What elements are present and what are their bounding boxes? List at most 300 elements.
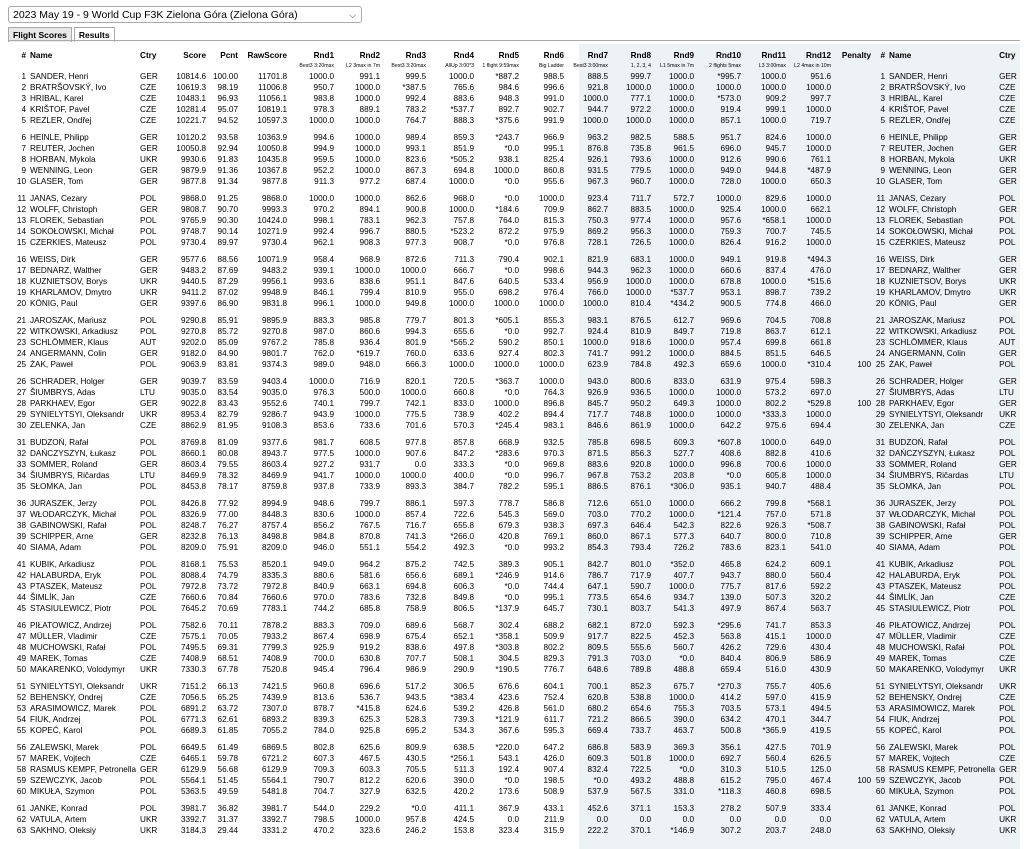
round-score-cell: *383.4 bbox=[450, 692, 475, 702]
pilot-name[interactable]: KOPEĆ, Karol bbox=[30, 726, 83, 736]
pilot-name[interactable]: BRATRŠOVSKÝ, Ivo bbox=[30, 83, 107, 93]
round-score-cell: 999.5 bbox=[405, 72, 427, 81]
pilot-name[interactable]: VATULA, Artem bbox=[30, 814, 87, 824]
pilot-name[interactable]: BUDZOŃ, Rafał bbox=[30, 437, 89, 447]
round-score-cell: 919.2 bbox=[359, 642, 381, 652]
rank-cell: 44 bbox=[16, 593, 26, 603]
round-score-cell: 597.3 bbox=[453, 498, 475, 508]
round-score-cell: 696.0 bbox=[720, 144, 742, 154]
pilot-name[interactable]: ARASIMOWICZ, Marek bbox=[889, 703, 976, 713]
score-cell: 7330.3 bbox=[180, 665, 207, 675]
pilot-name[interactable]: KUZNIETSOV, Borys bbox=[30, 277, 108, 287]
round-score-cell: *121.4 bbox=[717, 509, 742, 519]
round-score-cell: 784.0 bbox=[313, 726, 335, 736]
round-score-cell: 1000.0 bbox=[668, 227, 695, 237]
round-score-cell: 626.5 bbox=[810, 753, 832, 763]
pilot-name[interactable]: PTASZEK, Mateusz bbox=[889, 581, 962, 591]
round-score-cell: 779.7 bbox=[405, 315, 427, 325]
column-header[interactable]: Penalty bbox=[841, 51, 872, 61]
round-score-cell: 870.8 bbox=[359, 532, 381, 542]
pilot-name[interactable]: SCHRADER, Holger bbox=[889, 376, 964, 386]
pilot-name[interactable]: JAROSZAK, Mariusz bbox=[889, 315, 966, 325]
rank-cell-repeat: 24 bbox=[875, 349, 886, 359]
raw-score-cell: 8335.3 bbox=[261, 570, 288, 580]
round-score-cell: 607.3 bbox=[313, 753, 335, 763]
pilot-name[interactable]: ŠIUMBRYS, Adas bbox=[889, 387, 955, 397]
round-score-cell: 872.0 bbox=[630, 620, 652, 630]
pilot-name[interactable]: SOKOŁOWSKI, Michał bbox=[30, 227, 114, 237]
pilot-name[interactable]: SZEWCZYK, Jacob bbox=[889, 775, 961, 785]
round-score-cell: 1000.0 bbox=[668, 338, 695, 348]
pilot-name[interactable]: PIŁATOWICZ, Andrzej bbox=[30, 620, 112, 630]
pilot-name[interactable]: ZELENKA, Jan bbox=[889, 421, 945, 431]
country-cell: POL bbox=[140, 714, 157, 724]
score-cell: 9411.2 bbox=[181, 288, 207, 298]
round-score-cell: 883.6 bbox=[453, 94, 475, 104]
pilot-name[interactable]: ŠIUMBRYS, Ričardas bbox=[889, 471, 969, 481]
pilot-name[interactable]: KHARLAMOV, Dmytro bbox=[30, 288, 112, 298]
column-header[interactable]: # bbox=[880, 51, 886, 61]
rank-cell: 34 bbox=[16, 471, 26, 481]
pilot-name[interactable]: HRIBAL, Karel bbox=[30, 94, 84, 104]
round-score-cell: 1000.0 bbox=[308, 193, 335, 203]
pilot-name[interactable]: STASIULEWICZ, Piotr bbox=[889, 604, 971, 614]
pilot-name[interactable]: KOPEĆ, Karol bbox=[889, 726, 942, 736]
pilot-name[interactable]: ŻAK, Paweł bbox=[889, 360, 932, 370]
rank-cell: 47 bbox=[16, 631, 26, 641]
round-score-cell: 949.8 bbox=[405, 299, 427, 309]
column-header[interactable]: # bbox=[21, 51, 26, 61]
round-score-cell: 420.2 bbox=[453, 787, 475, 797]
raw-score-cell: 10363.9 bbox=[257, 132, 288, 142]
pilot-name[interactable]: CZERKIES, Mateusz bbox=[889, 238, 966, 248]
score-cell: 7408.9 bbox=[180, 654, 207, 663]
pilot-name[interactable]: KUBIK, Arkadiusz bbox=[30, 559, 95, 569]
pilot-name[interactable]: MAKARENKO, Volodymyr bbox=[889, 665, 985, 675]
pilot-name[interactable]: HEINLE, Philipp bbox=[889, 132, 948, 142]
pilot-name[interactable]: SCHIPPER, Arne bbox=[30, 532, 94, 542]
column-header[interactable]: Ctry bbox=[999, 51, 1016, 61]
round-score-cell: 139.0 bbox=[720, 593, 742, 603]
pilot-name[interactable]: HALABURDA, Eryk bbox=[889, 570, 961, 580]
round-score-cell: 656.6 bbox=[405, 570, 427, 580]
pilot-name[interactable]: MÜLLER, Vladimir bbox=[889, 631, 957, 641]
pilot-name[interactable]: GABINOWSKI, Rafał bbox=[30, 520, 107, 530]
pilot-name[interactable]: WEISS, Dirk bbox=[889, 254, 935, 264]
round-score-cell: 315.9 bbox=[543, 825, 565, 835]
round-score-cell: 892.7 bbox=[498, 105, 520, 115]
round-score-cell: 857.1 bbox=[720, 116, 742, 126]
column-header[interactable]: Rnd4 bbox=[453, 51, 475, 61]
round-score-cell: 153.3 bbox=[673, 803, 695, 813]
pilot-name[interactable]: BEDNARZ, Walther bbox=[30, 266, 102, 275]
round-score-cell: 1000.0 bbox=[805, 144, 832, 154]
pilot-name[interactable]: MIKUŁA, Szymon bbox=[889, 787, 954, 797]
table-row bbox=[14, 115, 1019, 126]
round-score-cell: 1000.0 bbox=[668, 387, 695, 397]
round-score-cell: 634.2 bbox=[720, 714, 742, 724]
percent-cell: 49.59 bbox=[217, 787, 239, 797]
pilot-name[interactable]: FLOREK, Sebastian bbox=[30, 216, 104, 226]
pilot-name[interactable]: SYNIELYTSYI, Oleksandr bbox=[889, 410, 984, 420]
round-score-cell: 1000.0 bbox=[668, 581, 695, 591]
pilot-name[interactable]: BEHENSKY, Ondrej bbox=[30, 692, 103, 702]
pilot-name[interactable]: KUBIK, Arkadiusz bbox=[889, 559, 954, 569]
round-score-cell: 978.3 bbox=[313, 105, 335, 115]
country-cell: POL bbox=[140, 775, 157, 785]
pilot-name[interactable]: KÖNIG, Paul bbox=[30, 299, 78, 309]
pilot-name[interactable]: WENNING, Leon bbox=[30, 166, 93, 176]
pilot-name[interactable]: MIKUŁA, Szymon bbox=[30, 787, 95, 797]
pilot-name[interactable]: JURASZEK, Jerzy bbox=[30, 498, 97, 508]
rank-cell: 61 bbox=[16, 803, 26, 813]
penalty-cell bbox=[833, 420, 873, 431]
tab-results[interactable]: Results bbox=[74, 27, 115, 42]
pilot-name[interactable]: MUCHOWSKI, Rafał bbox=[30, 642, 106, 652]
round-score-cell: *415.8 bbox=[356, 703, 381, 713]
pilot-name[interactable]: SCHLÖMMER, Klaus bbox=[889, 338, 968, 348]
pilot-name[interactable]: JANAS, Cezary bbox=[889, 193, 946, 203]
pilot-name[interactable]: WŁODARCZYK, Michał bbox=[30, 509, 116, 519]
pilot-name[interactable]: SANDER, Henri bbox=[889, 72, 948, 81]
round-score-cell: *375.6 bbox=[495, 116, 520, 126]
column-header[interactable]: Rnd11 bbox=[761, 51, 787, 61]
pilot-name[interactable]: FIUK, Andrzej bbox=[889, 714, 940, 724]
raw-score-cell: 7783.1 bbox=[261, 604, 288, 614]
round-score-cell: 581.6 bbox=[359, 570, 381, 580]
pilot-name[interactable]: BRATRŠOVSKÝ, Ivo bbox=[889, 83, 966, 93]
pilot-name[interactable]: RASMUS KEMPF, Petronella bbox=[30, 764, 137, 774]
pilot-name[interactable]: SŁOMKA, Jan bbox=[30, 482, 82, 492]
pilot-name[interactable]: SYNIELYTSYI, Oleksandr bbox=[30, 410, 125, 420]
round-score-cell: 659.4 bbox=[720, 665, 742, 675]
percent-cell: 87.29 bbox=[217, 277, 239, 287]
rank-cell: 52 bbox=[16, 692, 26, 702]
pilot-name[interactable]: HEINLE, Philipp bbox=[30, 132, 89, 142]
penalty-cell bbox=[833, 603, 873, 614]
penalty-cell bbox=[833, 764, 873, 775]
pilot-name[interactable]: CZERKIES, Mateusz bbox=[30, 238, 107, 248]
pilot-name[interactable]: RASMUS KEMPF, Petronella bbox=[889, 764, 996, 774]
column-header[interactable]: Rnd7 bbox=[587, 51, 609, 61]
country-cell: LTU bbox=[140, 471, 155, 481]
country-cell: CZE bbox=[140, 116, 157, 126]
pilot-name[interactable]: HORBAN, Mykola bbox=[889, 155, 955, 165]
pilot-name[interactable]: SCHIPPER, Arne bbox=[889, 532, 953, 542]
round-score-cell: 598.3 bbox=[810, 376, 832, 386]
pilot-name[interactable]: FLOREK, Sebastian bbox=[889, 216, 963, 226]
round-score-cell: 867.1 bbox=[630, 532, 652, 542]
round-score-cell: 806.9 bbox=[765, 654, 787, 663]
column-header[interactable]: Rnd12 bbox=[806, 51, 832, 61]
pilot-name[interactable]: KRIŠTOF, Pavel bbox=[30, 105, 90, 115]
pilot-name[interactable]: SIAMA, Adam bbox=[889, 543, 940, 553]
column-header[interactable]: Rnd5 bbox=[498, 51, 520, 61]
pilot-name[interactable]: HRIBAL, Karel bbox=[889, 94, 943, 104]
pilot-name[interactable]: SAKHNO, Oleksiy bbox=[889, 825, 955, 835]
score-cell: 8426.8 bbox=[180, 498, 207, 508]
score-cell: 8088.4 bbox=[180, 570, 207, 580]
pilot-name[interactable]: SCHLÖMMER, Klaus bbox=[30, 338, 109, 348]
round-score-cell: 543.1 bbox=[498, 753, 520, 763]
pilot-name[interactable]: SOMMER, Roland bbox=[889, 460, 957, 469]
pilot-name[interactable]: WOLFF, Christoph bbox=[889, 205, 957, 215]
pilot-name[interactable]: DAŃCZYSZYN, Łukasz bbox=[889, 448, 976, 458]
round-score-cell: 764.0 bbox=[498, 216, 520, 226]
score-cell: 8326.9 bbox=[180, 509, 207, 519]
penalty-cell bbox=[833, 132, 873, 143]
table-row bbox=[14, 104, 1019, 115]
pilot-name[interactable]: SAKHNO, Oleksiy bbox=[30, 825, 96, 835]
round-score-cell: *0.0 bbox=[504, 177, 520, 187]
round-score-cell: 452.6 bbox=[587, 803, 609, 813]
percent-cell: 90.70 bbox=[217, 205, 239, 215]
column-header[interactable]: Score bbox=[183, 51, 207, 61]
round-score-cell: 950.2 bbox=[630, 399, 652, 409]
round-score-cell: 943.7 bbox=[720, 570, 742, 580]
pilot-name[interactable]: SANDER, Henri bbox=[30, 72, 89, 81]
round-score-cell: 501.8 bbox=[630, 753, 652, 763]
pilot-name[interactable]: ŠIUMBRYS, Adas bbox=[30, 387, 96, 397]
pilot-name[interactable]: KUZNIETSOV, Borys bbox=[889, 277, 967, 287]
pilot-name[interactable]: WOLFF, Christoph bbox=[30, 205, 98, 215]
pilot-name[interactable]: WENNING, Leon bbox=[889, 166, 952, 176]
round-score-cell: 1000.0 bbox=[354, 132, 381, 142]
pilot-name[interactable]: WEISS, Dirk bbox=[30, 254, 76, 264]
country-cell: POL bbox=[140, 315, 157, 325]
country-cell-repeat: POL bbox=[999, 520, 1016, 530]
penalty-cell bbox=[833, 143, 873, 154]
raw-score-cell: 9483.2 bbox=[261, 266, 288, 275]
round-score-cell: 802.2 bbox=[543, 642, 565, 652]
event-select[interactable] bbox=[8, 6, 362, 23]
round-score-cell: 538.8 bbox=[630, 692, 652, 702]
round-score-cell: 500.8 bbox=[720, 726, 742, 736]
score-cell: 8248.7 bbox=[180, 520, 207, 530]
table-row bbox=[14, 581, 1019, 592]
column-header[interactable]: Pcnt bbox=[220, 51, 239, 61]
pilot-name[interactable]: BEHENSKY, Ondrej bbox=[889, 692, 962, 702]
pilot-name[interactable]: ZELENKA, Jan bbox=[30, 421, 86, 431]
pilot-name[interactable]: MAREK, Tomas bbox=[889, 654, 947, 663]
round-score-cell: 467.5 bbox=[359, 753, 381, 763]
country-cell-repeat: CZE bbox=[999, 83, 1016, 93]
round-score-cell: *333.3 bbox=[762, 410, 787, 420]
round-score-cell: 534.3 bbox=[453, 726, 475, 736]
column-header[interactable]: Rnd6 bbox=[543, 51, 565, 61]
column-header[interactable]: Rnd1 bbox=[313, 51, 335, 61]
score-cell: 5363.5 bbox=[180, 787, 207, 797]
pilot-name[interactable]: JANKE, Konrad bbox=[30, 803, 88, 813]
percent-cell: 51.45 bbox=[217, 775, 239, 785]
round-score-cell: 711.7 bbox=[631, 193, 652, 203]
rank-cell-repeat: 26 bbox=[875, 376, 886, 386]
country-cell-repeat: POL bbox=[999, 714, 1016, 724]
round-score-cell: 694.4 bbox=[810, 421, 832, 431]
pilot-name[interactable]: PIŁATOWICZ, Andrzej bbox=[889, 620, 971, 630]
pilot-name[interactable]: ANGERMANN, Colin bbox=[889, 349, 966, 359]
pilot-name[interactable]: MAREK, Vojtech bbox=[30, 753, 91, 763]
pilot-name[interactable]: HORBAN, Mykola bbox=[30, 155, 96, 165]
table-row bbox=[14, 265, 1019, 276]
pilot-name[interactable]: ŠIUMBRYS, Ričardas bbox=[30, 471, 110, 481]
pilot-name[interactable]: MAREK, Tomas bbox=[30, 654, 88, 663]
column-header[interactable]: Name bbox=[889, 51, 912, 61]
round-score-cell: 983.8 bbox=[313, 94, 335, 104]
percent-cell: 77.00 bbox=[217, 509, 239, 519]
column-header[interactable]: Rnd2 bbox=[359, 51, 381, 61]
tab-flight-scores[interactable]: Flight Scores bbox=[8, 27, 72, 42]
pilot-name[interactable]: KHARLAMOV, Dmytro bbox=[889, 288, 971, 298]
round-task-empty bbox=[168, 62, 208, 71]
pilot-name[interactable]: REZLER, Ondřej bbox=[889, 116, 951, 126]
round-score-cell: 703.0 bbox=[630, 654, 652, 663]
country-cell-repeat: POL bbox=[999, 498, 1016, 508]
round-score-cell: 588.5 bbox=[673, 132, 695, 142]
pilot-name[interactable]: ANGERMANN, Colin bbox=[30, 349, 107, 359]
pilot-name[interactable]: SYNIELYTSYI, Oleksandr bbox=[889, 681, 984, 691]
round-score-cell: 810.9 bbox=[405, 288, 427, 298]
pilot-name[interactable]: ZALEWSKI, Marek bbox=[889, 742, 958, 752]
pilot-name[interactable]: ARASIMOWICZ, Marek bbox=[30, 703, 116, 713]
rank-cell-repeat: 62 bbox=[875, 814, 886, 824]
pilot-name[interactable]: SYNIELYTSYI, Oleksandr bbox=[30, 681, 125, 691]
pilot-name[interactable]: ŠIMLÍK, Jan bbox=[30, 593, 75, 603]
round-score-cell: *0.0 bbox=[593, 775, 609, 785]
pilot-name[interactable]: SOMMER, Roland bbox=[30, 460, 98, 469]
round-score-cell: 938.1 bbox=[498, 155, 520, 165]
percent-cell: 78.17 bbox=[217, 482, 239, 492]
round-score-cell: 741.7 bbox=[765, 620, 787, 630]
round-score-cell: *568.1 bbox=[807, 498, 832, 508]
rank-cell: 5 bbox=[21, 116, 26, 126]
pilot-name[interactable]: REZLER, Ondřej bbox=[30, 116, 92, 126]
column-header[interactable]: Rnd9 bbox=[673, 51, 695, 61]
percent-cell: 70.11 bbox=[218, 620, 239, 630]
pilot-name[interactable]: REUTER, Jochen bbox=[889, 144, 954, 154]
country-cell-repeat: GER bbox=[999, 132, 1017, 142]
column-header[interactable]: Rnd10 bbox=[716, 51, 742, 61]
pilot-name[interactable]: GLASER, Tom bbox=[30, 177, 84, 187]
round-task-label: Big Ladder bbox=[538, 63, 565, 69]
round-score-cell: 624.6 bbox=[405, 703, 427, 713]
round-score-cell: 1000.0 bbox=[668, 94, 695, 104]
pilot-name[interactable]: PARKHAEV, Egor bbox=[30, 399, 96, 409]
country-cell: POL bbox=[140, 543, 157, 553]
pilot-name[interactable]: DAŃCZYSZYN, Łukasz bbox=[30, 448, 116, 458]
round-score-cell: 742.5 bbox=[453, 559, 475, 569]
pilot-name[interactable]: ZALEWSKI, Marek bbox=[30, 742, 99, 752]
pilot-name[interactable]: REUTER, Jochen bbox=[30, 144, 95, 154]
pilot-name[interactable]: JANKE, Konrad bbox=[889, 803, 947, 813]
round-score-cell: 426.2 bbox=[720, 642, 742, 652]
country-cell-repeat: GER bbox=[999, 177, 1017, 187]
pilot-name[interactable]: SZEWCZYK, Jacob bbox=[30, 775, 102, 785]
column-header[interactable]: Rnd8 bbox=[630, 51, 652, 61]
pilot-name[interactable]: MAKARENKO, Volodymyr bbox=[30, 665, 126, 675]
raw-score-cell: 10071.9 bbox=[257, 254, 288, 264]
pilot-name[interactable]: JURASZEK, Jerzy bbox=[889, 498, 956, 508]
pilot-name[interactable]: MUCHOWSKI, Rafał bbox=[889, 642, 965, 652]
pilot-name[interactable]: WITKOWSKI, Arkadiusz bbox=[889, 326, 977, 336]
round-score-cell: 497.9 bbox=[720, 604, 742, 614]
pilot-name[interactable]: KÖNIG, Paul bbox=[889, 299, 937, 309]
pilot-name[interactable]: VATULA, Artem bbox=[889, 814, 946, 824]
round-score-cell: 452.3 bbox=[673, 631, 695, 641]
round-score-cell: 802.8 bbox=[313, 742, 335, 752]
raw-score-cell: 10819.1 bbox=[257, 105, 288, 115]
pilot-name[interactable]: SCHRADER, Holger bbox=[30, 376, 105, 386]
table-row bbox=[14, 82, 1019, 93]
pilot-name[interactable]: WITKOWSKI, Arkadiusz bbox=[30, 326, 118, 336]
penalty-cell bbox=[833, 459, 873, 470]
round-score-cell: 306.5 bbox=[453, 681, 475, 691]
pilot-name[interactable]: MÜLLER, Vladimir bbox=[30, 631, 98, 641]
pilot-name[interactable]: SIAMA, Adam bbox=[30, 543, 81, 553]
rank-cell: 54 bbox=[16, 714, 26, 724]
rank-cell-repeat: 29 bbox=[875, 410, 886, 420]
pilot-name[interactable]: KRIŠTOF, Pavel bbox=[889, 105, 949, 115]
round-score-cell: 944.3 bbox=[587, 266, 609, 275]
pilot-name[interactable]: JAROSZAK, Mariusz bbox=[30, 315, 107, 325]
pilot-name[interactable]: STASIULEWICZ, Piotr bbox=[30, 604, 112, 614]
pilot-name[interactable]: JANAS, Cezary bbox=[30, 193, 87, 203]
pilot-name[interactable]: PARKHAEV, Egor bbox=[889, 399, 955, 409]
round-score-cell: 983.1 bbox=[587, 315, 609, 325]
percent-cell: 87.02 bbox=[217, 288, 239, 298]
pilot-name[interactable]: FIUK, Andrzej bbox=[30, 714, 81, 724]
penalty-cell bbox=[833, 254, 873, 265]
raw-score-cell: 9868.0 bbox=[261, 193, 288, 203]
pilot-name[interactable]: GABINOWSKI, Rafał bbox=[889, 520, 966, 530]
rank-cell: 12 bbox=[16, 205, 26, 215]
pilot-name[interactable]: ŠIMLÍK, Jan bbox=[889, 593, 934, 603]
round-score-cell: 1000.0 bbox=[493, 360, 520, 370]
raw-score-cell: 9108.3 bbox=[261, 421, 288, 431]
pilot-name[interactable]: MAREK, Vojtech bbox=[889, 753, 950, 763]
round-score-cell: 934.7 bbox=[673, 593, 695, 603]
round-score-cell: 830.6 bbox=[313, 509, 335, 519]
pilot-name[interactable]: SOKOŁOWSKI, Michał bbox=[889, 227, 973, 237]
round-task-label: L2 4max in 10m bbox=[794, 63, 832, 69]
tab-divider bbox=[8, 40, 1020, 41]
rank-cell-repeat: 37 bbox=[875, 509, 886, 519]
pilot-name[interactable]: ŻAK, Paweł bbox=[30, 360, 73, 370]
round-score-cell: 948.6 bbox=[313, 498, 335, 508]
round-score-cell: 945.7 bbox=[765, 144, 787, 154]
pilot-name[interactable]: PTASZEK, Mateusz bbox=[30, 581, 103, 591]
round-score-cell: 991.9 bbox=[543, 116, 565, 126]
column-header[interactable]: Rnd3 bbox=[405, 51, 427, 61]
rank-cell-repeat: 58 bbox=[875, 764, 886, 774]
pilot-name[interactable]: BEDNARZ, Walther bbox=[889, 266, 961, 275]
table-row bbox=[14, 448, 1019, 459]
country-cell: GER bbox=[140, 399, 158, 409]
pilot-name[interactable]: BUDZOŃ, Rafał bbox=[889, 437, 948, 447]
penalty-cell bbox=[833, 204, 873, 215]
pilot-name[interactable]: WŁODARCZYK, Michał bbox=[889, 509, 976, 519]
column-header[interactable]: RawScore bbox=[247, 51, 288, 61]
column-header[interactable]: Ctry bbox=[140, 51, 157, 61]
rank-cell: 29 bbox=[16, 410, 26, 420]
pilot-name[interactable]: GLASER, Tom bbox=[889, 177, 943, 187]
pilot-name[interactable]: SŁOMKA, Jan bbox=[889, 482, 941, 492]
round-score-cell: 1000.0 bbox=[354, 155, 381, 165]
column-header[interactable]: Name bbox=[30, 51, 53, 61]
pilot-name[interactable]: HALABURDA, Eryk bbox=[30, 570, 101, 580]
score-cell: 9808.7 bbox=[180, 205, 207, 215]
table-row bbox=[14, 420, 1019, 431]
